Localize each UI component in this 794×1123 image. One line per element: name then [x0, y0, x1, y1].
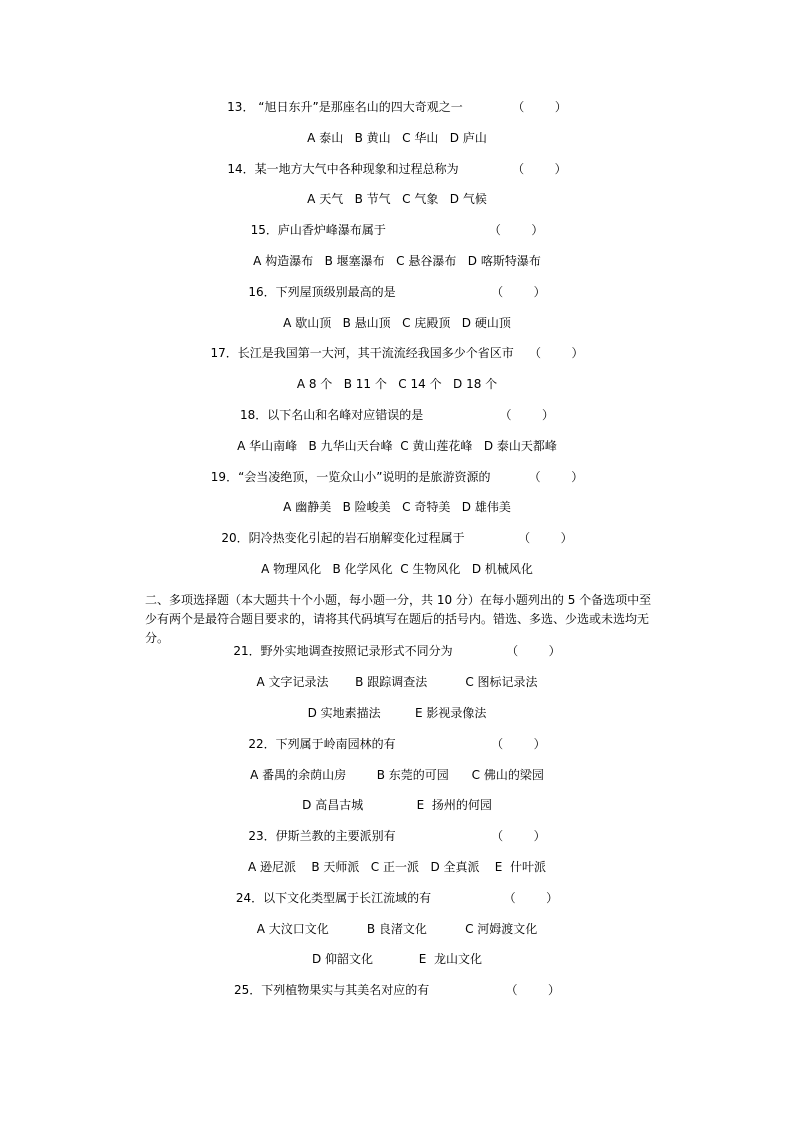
- question-25: [0, 982, 794, 998]
- question-text: 14．某一地方大气中各种现象和过程总称为: [227, 162, 459, 176]
- question-text: 22．下列属于岭南园林的有: [248, 737, 396, 751]
- spacer: [429, 983, 505, 997]
- question-19: [0, 469, 794, 485]
- question-22: [0, 736, 794, 752]
- question-text: 20．阴冷热变化引起的岩石崩解变化过程属于: [221, 531, 465, 545]
- options-15: A 构造瀑布 B 堰塞瀑布 C 悬谷瀑布 D 喀斯特瀑布: [253, 254, 541, 268]
- options-21-row2: D 实地素描法 E 影视录像法: [307, 706, 487, 720]
- question-21: [0, 643, 794, 659]
- options-24-row2: D 仰韶文化 E 龙山文化: [311, 952, 483, 966]
- answer-blank: （ ）: [518, 531, 573, 545]
- answer-blank: （ ）: [503, 891, 559, 905]
- spacer: [396, 737, 491, 751]
- question-15: [0, 222, 794, 238]
- spacer: [463, 100, 513, 114]
- question-text: 19．“会当凌绝顶，一览众山小”说明的是旅游资源的: [210, 470, 491, 484]
- question-text: 17．长江是我国第一大河，其干流流经我国多少个省区市: [210, 346, 514, 360]
- question-20: [0, 530, 794, 546]
- question-text: 25．下列植物果实与其美名对应的有: [233, 983, 430, 997]
- answer-blank: （ ）: [491, 737, 546, 751]
- options-19: A 幽静美 B 险峻美 C 奇特美 D 雄伟美: [283, 500, 511, 514]
- question-17: [0, 345, 794, 361]
- question-text: 13． “旭日东升”是那座名山的四大奇观之一: [227, 100, 463, 114]
- options-24-row1: A 大汶口文化 B 良渚文化 C 河姆渡文化: [256, 922, 538, 936]
- question-text: 16．下列屋顶级别最高的是: [248, 285, 396, 299]
- spacer: [431, 891, 503, 905]
- question-14: [0, 161, 794, 177]
- options-18: A 华山南峰 B 九华山天台峰 C 黄山莲花峰 D 泰山天都峰: [237, 439, 557, 453]
- spacer: [386, 223, 489, 237]
- question-text: 21．野外实地调查按照记录形式不同分为: [233, 644, 453, 658]
- spacer: [514, 346, 529, 360]
- answer-blank: （ ）: [506, 644, 561, 658]
- answer-blank: （ ）: [512, 100, 567, 114]
- question-16: [0, 284, 794, 300]
- spacer: [491, 470, 529, 484]
- answer-blank: （ ）: [491, 829, 546, 843]
- options-17: A 8 个 B 11 个 C 14 个 D 18 个: [296, 377, 498, 391]
- answer-blank: （ ）: [512, 162, 567, 176]
- question-18: [0, 407, 794, 423]
- spacer: [396, 829, 491, 843]
- section-heading-multiple-choice: 二、多项选择题（本大题共十个小题，每小题一分，共 10 分）在每小题列出的 5 个备选项中至少有两个是最符合题目要求的，请将其代码填写在题后的括号内。错选、多选、少选或未选均无分。: [145, 593, 652, 645]
- options-14: A 天气 B 节气 C 气象 D 气候: [307, 192, 487, 206]
- options-23: A 逊尼派 B 天师派 C 正一派 D 全真派 E 什叶派: [248, 860, 546, 874]
- options-22-row1: A 番禺的余荫山房 B 东莞的可园 C 佛山的梁园: [250, 768, 544, 782]
- answer-blank: （ ）: [505, 983, 561, 997]
- options-21-row1: A 文字记录法 B 跟踪调查法 C 图标记录法: [256, 675, 538, 689]
- spacer: [423, 408, 499, 422]
- answer-blank: （ ）: [491, 285, 546, 299]
- options-22-row2: D 高昌古城 E 扬州的何园: [302, 798, 492, 812]
- answer-blank: （ ）: [528, 470, 584, 484]
- question-24: [0, 890, 794, 906]
- question-13: [0, 99, 794, 115]
- answer-blank: （ ）: [499, 408, 555, 422]
- question-text: 18．以下名山和名峰对应错误的是: [239, 408, 424, 422]
- options-16: A 歇山顶 B 悬山顶 C 庑殿顶 D 硬山顶: [283, 316, 511, 330]
- options-13: A 泰山 B 黄山 C 华山 D 庐山: [307, 131, 487, 145]
- spacer: [459, 162, 512, 176]
- question-text: 24．以下文化类型属于长江流域的有: [235, 891, 432, 905]
- spacer: [396, 285, 491, 299]
- options-20: A 物理风化 B 化学风化 C 生物风化 D 机械风化: [261, 562, 533, 576]
- answer-blank: （ ）: [529, 346, 584, 360]
- answer-blank: （ ）: [488, 223, 544, 237]
- spacer: [465, 531, 518, 545]
- question-text: 15．庐山香炉峰瀑布属于: [250, 223, 386, 237]
- question-text: 23．伊斯兰教的主要派别有: [248, 829, 396, 843]
- question-23: [0, 828, 794, 844]
- spacer: [453, 644, 506, 658]
